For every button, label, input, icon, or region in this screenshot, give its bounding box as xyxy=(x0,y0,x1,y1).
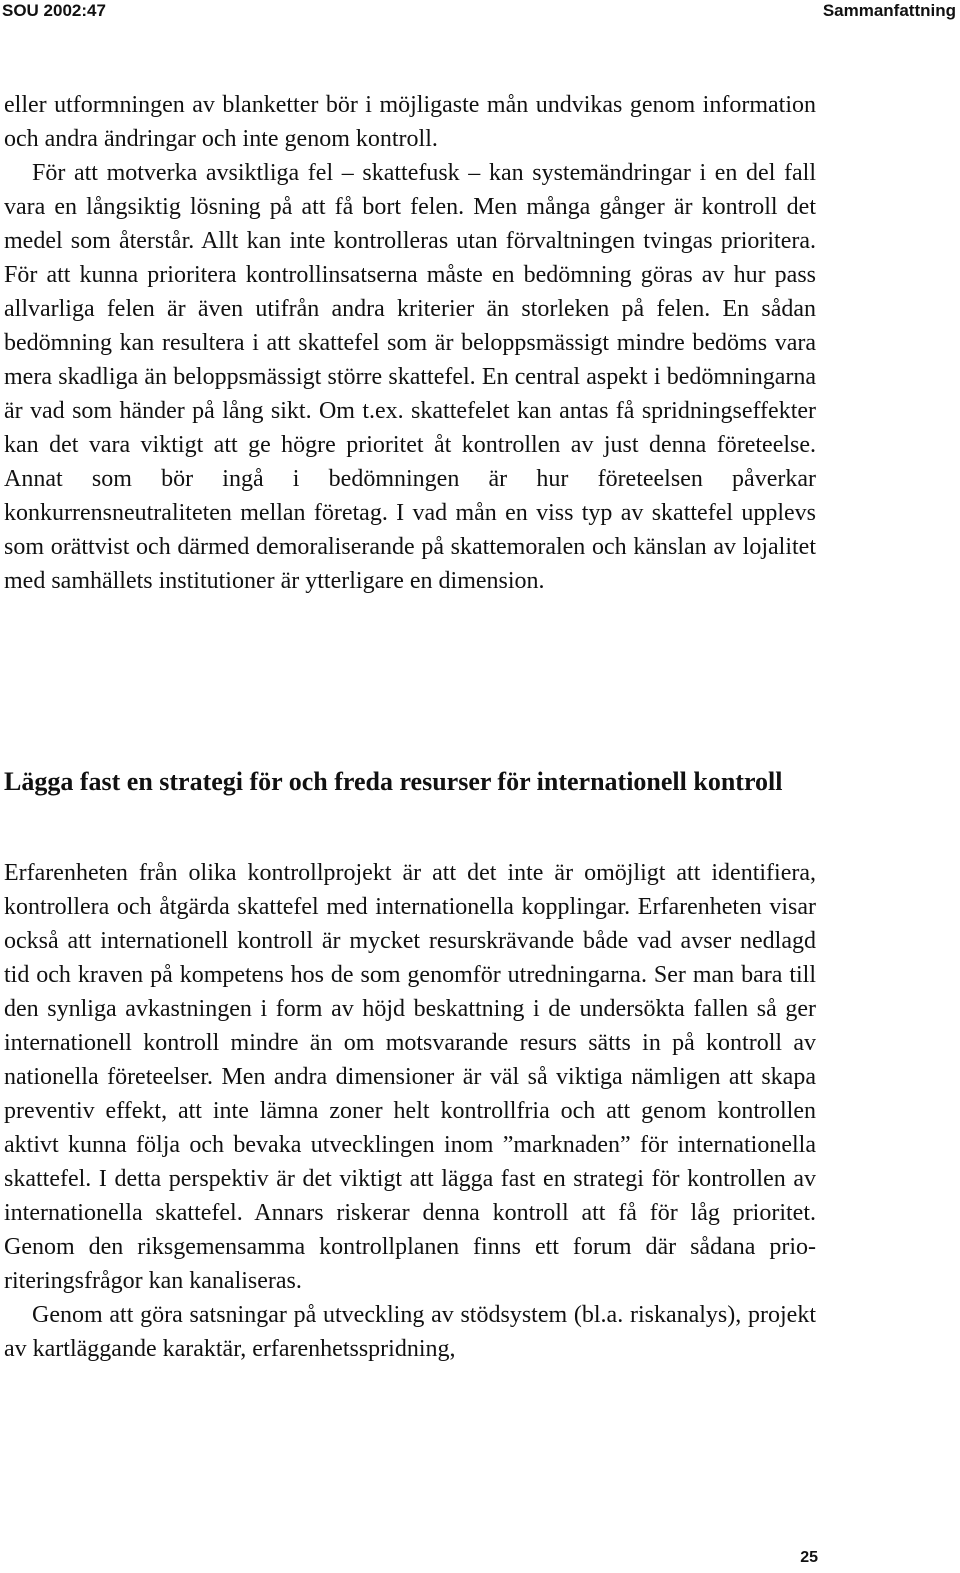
body-text-section xyxy=(4,856,816,1366)
page-header xyxy=(0,0,960,24)
paragraph: För att motverka avsiktliga fel – skattefusk – kan systemändringar i en del fall vara en långsiktig lösning på att få bort felen. Men många gånger är kontroll det medel som återstår. Allt kan inte kontrolleras utan förvaltningen tvingas prioritera. För att kunna prioritera kontrollinsatserna måste en bedömning göras av hur pass allvarliga felen är även utifrån andra kriterier än storleken på felen. En sådan bedömning kan resultera i att skattefel som är beloppsmässigt mindre bedöms vara mera skadliga än beloppsmässigt större skattefel. En central aspekt i bedömningarna är vad som händer på lång sikt. Om t.ex. skattefelet kan antas få spridningseffekter kan det vara viktigt att ge högre prioritet åt kontrollen av just denna företeelse. Annat som bör ingå i bedömningen är hur företeelsen påverkar konkurrensneutraliteten mellan företag. I vad mån en viss typ av skattefel upplevs som orättvist och därmed demoraliserande på skattemoralen och känslan av lojalitet med samhällets institutioner är ytterligare en dimension. xyxy=(4,160,816,594)
paragraph: Genom att göra satsningar på utveckling av stödsystem (bl.a. riskanalys), projekt av kartläggande karaktär, erfarenhetsspridning, xyxy=(4,1302,816,1362)
report-reference: SOU 2002:47 xyxy=(2,1,106,20)
paragraph: eller utformningen av blanketter bör i möjligaste mån undvikas genom information och andra ändringar och inte genom kontroll. xyxy=(4,92,816,152)
paragraph: Erfarenheten från olika kontrollprojekt är att det inte är omöjligt att identifiera, kontrollera och åtgärda skattefel med internationella kopplingar. Erfarenheten visar också att internationell kontroll är mycket resurskrävande både vad avser nedlagd tid och kraven på kompetens hos de som genomför utredningarna. Ser man bara till den synliga avkastningen i form av höjd beskattning i de undersökta fallen så ger internationell kontroll mindre än om motsvarande resurs sätts in på kontroll av nationella företeelser. Men andra dimensioner är väl så viktiga nämligen att skapa preventiv effekt, att inte lämna zoner helt kontrollfria och att genom kontrollen aktivt kunna följa och bevaka utvecklingen inom ”marknaden” för internationella skattefel. I detta perspektiv är det viktigt att lägga fast en strategi för kontrollen av internationella skattefel. Annars riskerar denna kontroll att få för låg prioritet. Genom den riksgemensamma kontrollplanen finns ett forum där sådana prioriteringsfrågor kan kanaliseras. xyxy=(4,860,816,1294)
chapter-title: Sammanfattning xyxy=(822,1,956,20)
page-number: 25 xyxy=(800,1549,818,1566)
section-heading: Lägga fast en strategi för och freda resurser för internationell kontroll xyxy=(4,767,783,796)
body-text-section xyxy=(4,88,816,598)
